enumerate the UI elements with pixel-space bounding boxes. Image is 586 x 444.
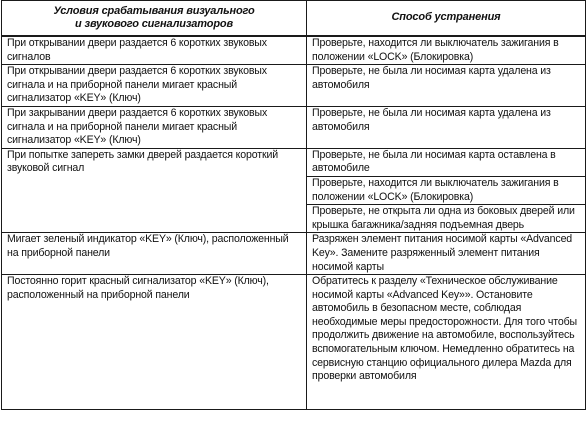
remedy-cell: Проверьте, находится ли выключатель зажигания в положении «LOCK» (Блокировка) [307,176,586,204]
condition-cell: Постоянно горит красный сигнализатор «KEY» (Ключ), расположенный на приборной панели [2,275,307,410]
condition-cell: При открывании двери раздается 6 коротких звуковых сигналов [2,36,307,65]
table-row [2,148,586,176]
table-row [2,36,586,65]
remedy-cell: Проверьте, не была ли носимая карта удалена из автомобиля [307,106,586,148]
remedy-cell: Разряжен элемент питания носимой карты «Advanced Key». Замените разряженный элемент питания носимой карты [307,233,586,275]
troubleshooting-table [1,0,586,410]
table-row [2,233,586,275]
condition-cell: При закрывании двери раздается 6 коротких звуковых сигнала и на приборной панели мигает красный сигнализатор «KEY» (Ключ) [2,106,307,148]
condition-cell: Мигает зеленый индикатор «KEY» (Ключ), расположенный на приборной панели [2,233,307,275]
remedy-cell: Проверьте, находится ли выключатель зажигания в положении «LOCK» (Блокировка) [307,36,586,65]
remedy-cell: Проверьте, не открыта ли одна из боковых дверей или крышка багажника/задняя подъемная дверь [307,205,586,233]
remedy-cell: Проверьте, не была ли носимая карта удалена из автомобиля [307,65,586,107]
table-row [2,106,586,148]
condition-cell: При попытке запереть замки дверей раздается короткий звуковой сигнал [2,148,307,233]
condition-cell: При открывании двери раздается 6 коротких звуковых сигнала и на приборной панели мигает красный сигнализатор «KEY» (Ключ) [2,65,307,107]
remedy-cell: Обратитесь к разделу «Техническое обслуживание носимой карты «Advanced Key»». Остановите автомобиль в безопасном месте, соблюдая необходимые меры предосторожности. Для того чтобы продолжить движение на автомобиле, воспользуйтесь вспомогательным ключом. Немедленно обратитесь на сервисную станцию официального дилера Mazda для проверки автомобиля [307,275,586,410]
table-row [2,275,586,410]
header-remedy: Способ устранения [307,1,586,37]
remedy-cell: Проверьте, не была ли носимая карта оставлена в автомобиле [307,148,586,176]
table-header-row [2,1,586,37]
header-conditions: Условия срабатывания визуального и звукового сигнализаторов [2,1,307,37]
table-row [2,65,586,107]
